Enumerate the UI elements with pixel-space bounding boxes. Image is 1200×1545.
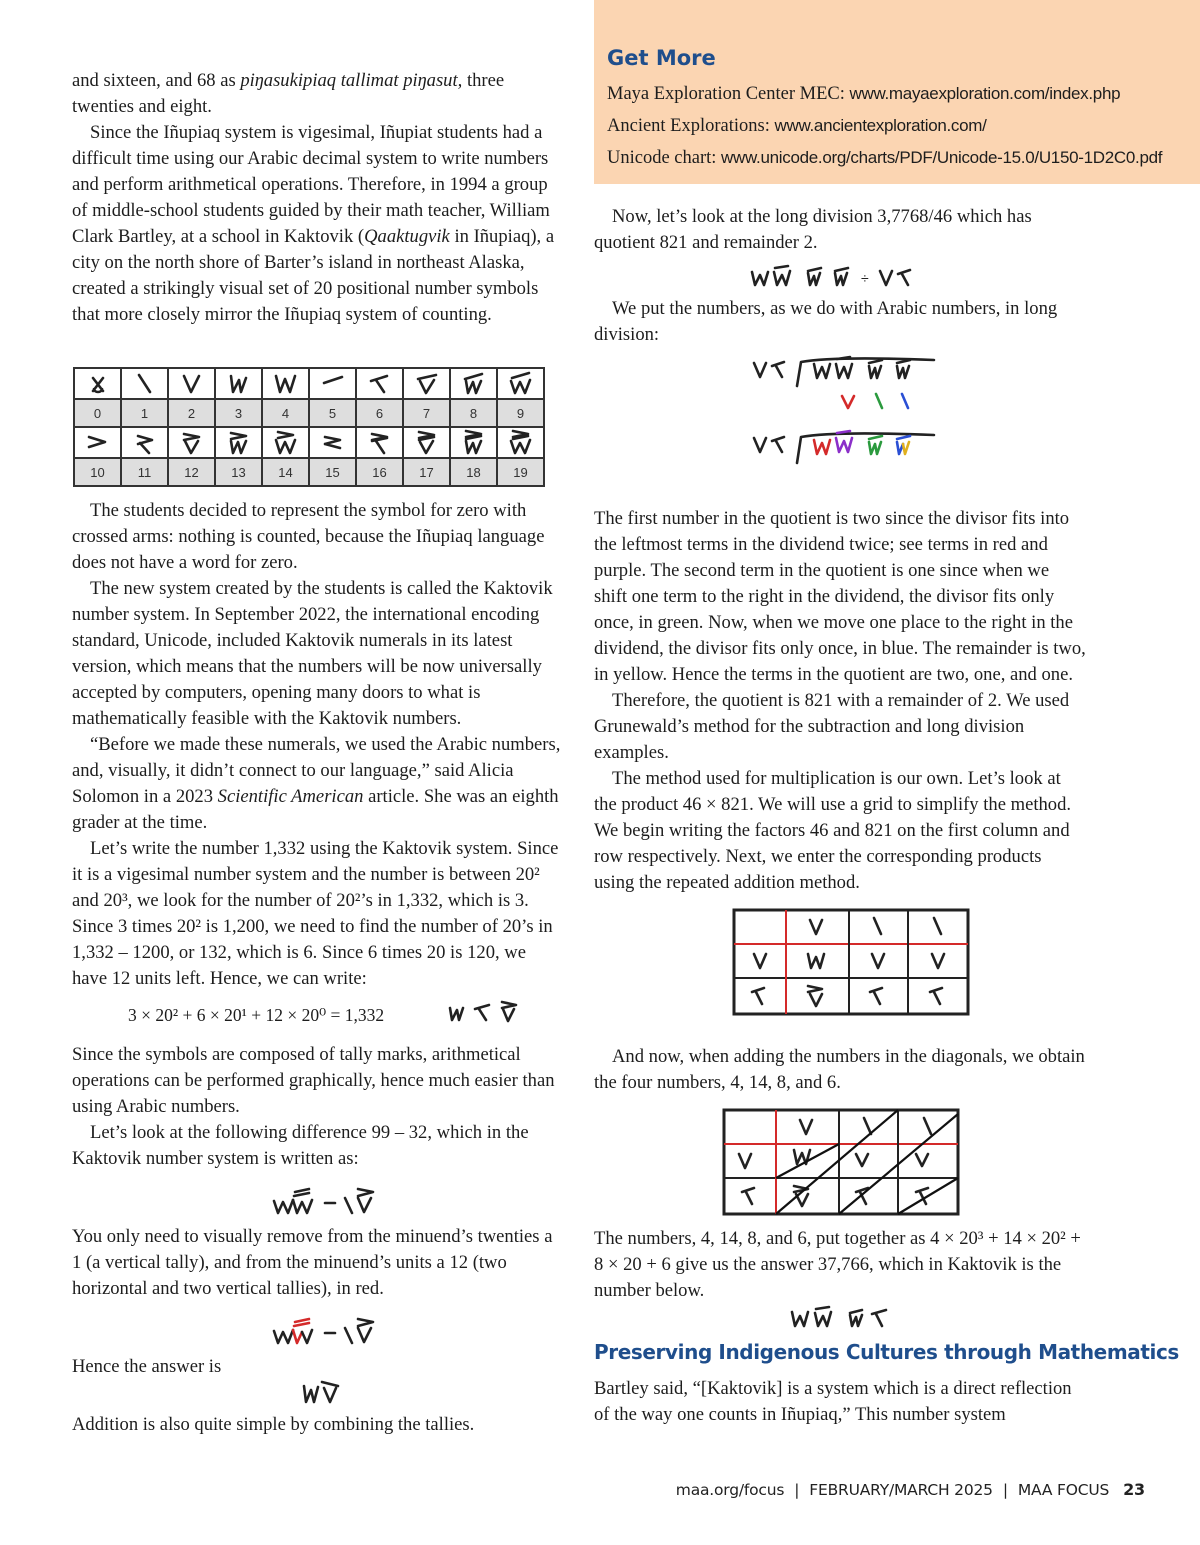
paragraph: And now, when adding the numbers in the diagonals, we obtain the four numbers, 4, 14, 8, and 6. [594,1046,1085,1093]
kaktovik-glyph-18 [450,427,497,458]
paragraph: Therefore, the quotient is 821 with a remainder of 2. We used Grunewald’s method for the subtraction and long division examples. [594,690,1070,763]
paragraph: The new system created by the students is called the Kaktovik number system. In September 2022, the international encoding standard, Unicode, included Kaktovik numerals in its latest version, which means that the numbers will be now universally accepted by computers, opening many doors to what is mathematically feasible with the Kaktovik numbers. [72,578,553,729]
kaktovik-glyph-15 [309,427,356,458]
kaktovik-glyph-5 [309,368,356,399]
division-expression [594,256,1086,296]
kaktovik-glyph-3 [215,368,262,399]
sidebar-link-unicode[interactable]: Unicode chart: www.unicode.org/charts/PDF/Unicode-15.0/U150-1D2C0.pdf [607,148,1163,168]
kaktovik-glyph-19 [497,427,544,458]
answer-figure [72,1380,564,1410]
paragraph: Let’s look at the following difference 99 – 32, which in the Kaktovik number system is written as: [72,1122,529,1169]
table-cell: 10 [74,458,121,486]
kaktovik-1332 [442,996,522,1026]
table-cell: 3 [215,399,262,427]
equation-row [72,992,564,1042]
kaktovik-glyph-9 [497,368,544,399]
kaktovik-glyph-13 [215,427,262,458]
table-cell: 4 [262,399,309,427]
right-column [594,204,1086,1334]
sidebar-link-maya[interactable]: Maya Exploration Center MEC: www.mayaexploration.com/index.php [607,84,1121,104]
kaktovik-glyph-6 [356,368,403,399]
right-column-end [594,1376,1086,1428]
table-cell: 9 [497,399,544,427]
table-cell: 18 [450,458,497,486]
kaktovik-glyph-16 [356,427,403,458]
table-cell: 13 [215,458,262,486]
kaktovik-glyph-7 [403,368,450,399]
table-cell: 7 [403,399,450,427]
diagonal-grid [594,1108,1086,1222]
paragraph: Let’s write the number 1,332 using the Kaktovik system. Since it is a vigesimal number system and the number is between 20² and 20³, we look for the number of 20²’s in 1,332, which is 3. Since 3 times 20² is 1,200, we need to find the number of 20’s in 1,332 – 1200, or 132, which is 6. Since 6 times 20 is 120, we have 12 units left. Hence, we can write: [72,838,559,989]
footer-issue: FEBRUARY/MARCH 2025 [809,1481,993,1499]
table-cell: 12 [168,458,215,486]
glyph-row [74,368,544,399]
paragraph: Hence the answer is [72,1356,222,1377]
paragraph: Bartley said, “[Kaktovik] is a system which is a direct reflection of the way one counts in Iñupiaq,” This number system [594,1378,1072,1425]
paragraph: The method used for multiplication is our own. Let’s look at the product 46 × 821. We will use a grid to simplify the method. We begin writing the factors 46 and 821 on the first column and row respectively. Next, we enter the corresponding products using the repeated addition method. [594,768,1072,893]
paragraph: The numbers, 4, 14, 8, and 6, put together as 4 × 20³ + 14 × 20² + 8 × 20 + 6 give us the answer 37,766, which in Kaktovik is the number below. [594,1228,1081,1301]
table-cell: 5 [309,399,356,427]
kaktovik-glyph-1 [121,368,168,399]
kaktovik-glyph-12 [168,427,215,458]
paragraph: Now, let’s look at the long division 3,7768/46 which has quotient 821 and remainder 2. [594,206,1032,253]
long-division-figure [594,348,1086,478]
kaktovik-answer [594,1304,1086,1334]
sidebar-title: Get More [607,46,716,70]
number-row [74,399,544,427]
page-footer: maa.org/focus | FEBRUARY/MARCH 2025 | MAA FOCUS 23 [675,1480,1145,1499]
kaktovik-glyph-8 [450,368,497,399]
glyph-row [74,427,544,458]
kaktovik-glyph-4 [262,368,309,399]
kaktovik-glyph-0 [74,368,121,399]
equation: 3 × 20² + 6 × 20¹ + 12 × 20⁰ = 1,332 [128,1005,385,1025]
paragraph: We put the numbers, as we do with Arabic numbers, in long division: [594,298,1058,345]
table-cell: 0 [74,399,121,427]
table-cell: 11 [121,458,168,486]
kaktovik-numeral-table [73,367,545,487]
table-cell: 14 [262,458,309,486]
left-column [72,68,564,328]
paragraph: “Before we made these numerals, we used the Arabic numbers, and, visually, it didn’t connect to our language,” said Alicia Solomon in a 2023 Scientific American article. She was an eighth grader at the time. [72,734,561,833]
table-cell: 15 [309,458,356,486]
kaktovik-glyph-14 [262,427,309,458]
paragraph: and sixteen, and 68 as piŋasukipiaq tallimat piŋasut, three twenties and eight. [72,70,505,117]
footer-site[interactable]: maa.org/focus [675,1481,785,1499]
multiplication-grid [594,908,1086,1040]
get-more-sidebar [594,0,1200,184]
paragraph: The first number in the quotient is two since the divisor fits into the leftmost terms in the dividend twice; see terms in red and purple. The second term in the quotient is one since when we shift one term to the right in the dividend, the divisor fits only once, in green. Now, when we move one place to the right in the dividend, the divisor fits only once, in blue. The remainder is two, in yellow. Hence the terms in the quotient are two, one, and one. [594,508,1086,685]
table-cell: 16 [356,458,403,486]
page-number: 23 [1123,1480,1145,1499]
table-cell: 2 [168,399,215,427]
table-cell: 17 [403,458,450,486]
difference-figure-highlighted [72,1302,564,1354]
left-column-continued [72,498,564,1438]
paragraph: The students decided to represent the symbol for zero with crossed arms: nothing is counted, because the Iñupiaq language does not have a word for zero. [72,500,545,573]
paragraph: You only need to visually remove from the minuend’s twenties a 1 (a vertical tally), and from the minuend’s units a 12 (two horizontal and two vertical tallies), in red. [72,1226,553,1299]
kaktovik-glyph-10 [74,427,121,458]
difference-figure [72,1172,564,1224]
table-cell: 1 [121,399,168,427]
kaktovik-glyph-17 [403,427,450,458]
table-cell: 19 [497,458,544,486]
spacer [594,478,1086,506]
section-heading: Preserving Indigenous Cultures through Mathematics [594,1340,1179,1364]
paragraph: Addition is also quite simple by combining the tallies. [72,1414,475,1435]
sidebar-link-ancient[interactable]: Ancient Explorations: www.ancientexploration.com/ [607,116,987,136]
number-row [74,458,544,486]
footer-magazine: MAA FOCUS [1017,1481,1110,1499]
paragraph: Since the Iñupiaq system is vigesimal, Iñupiat students had a difficult time using our Arabic decimal system to write numbers and perform arithmetical operations. Therefore, in 1994 a group of middle-school students guided by their math teacher, William Clark Bartley, at a school in Kaktovik (Qaaktugvik in Iñupiaq), a city on the north shore of Barter’s island in northeast Alaska, created a strikingly visual set of 20 positional number symbols that more closely mirror the Iñupiaq system of counting. [72,122,555,325]
table-cell: 6 [356,399,403,427]
svg-text:÷: ÷ [861,270,869,286]
kaktovik-glyph-11 [121,427,168,458]
table-cell: 8 [450,399,497,427]
kaktovik-glyph-2 [168,368,215,399]
paragraph: Since the symbols are composed of tally marks, arithmetical operations can be performed graphically, hence much easier than using Arabic numbers. [72,1044,555,1117]
